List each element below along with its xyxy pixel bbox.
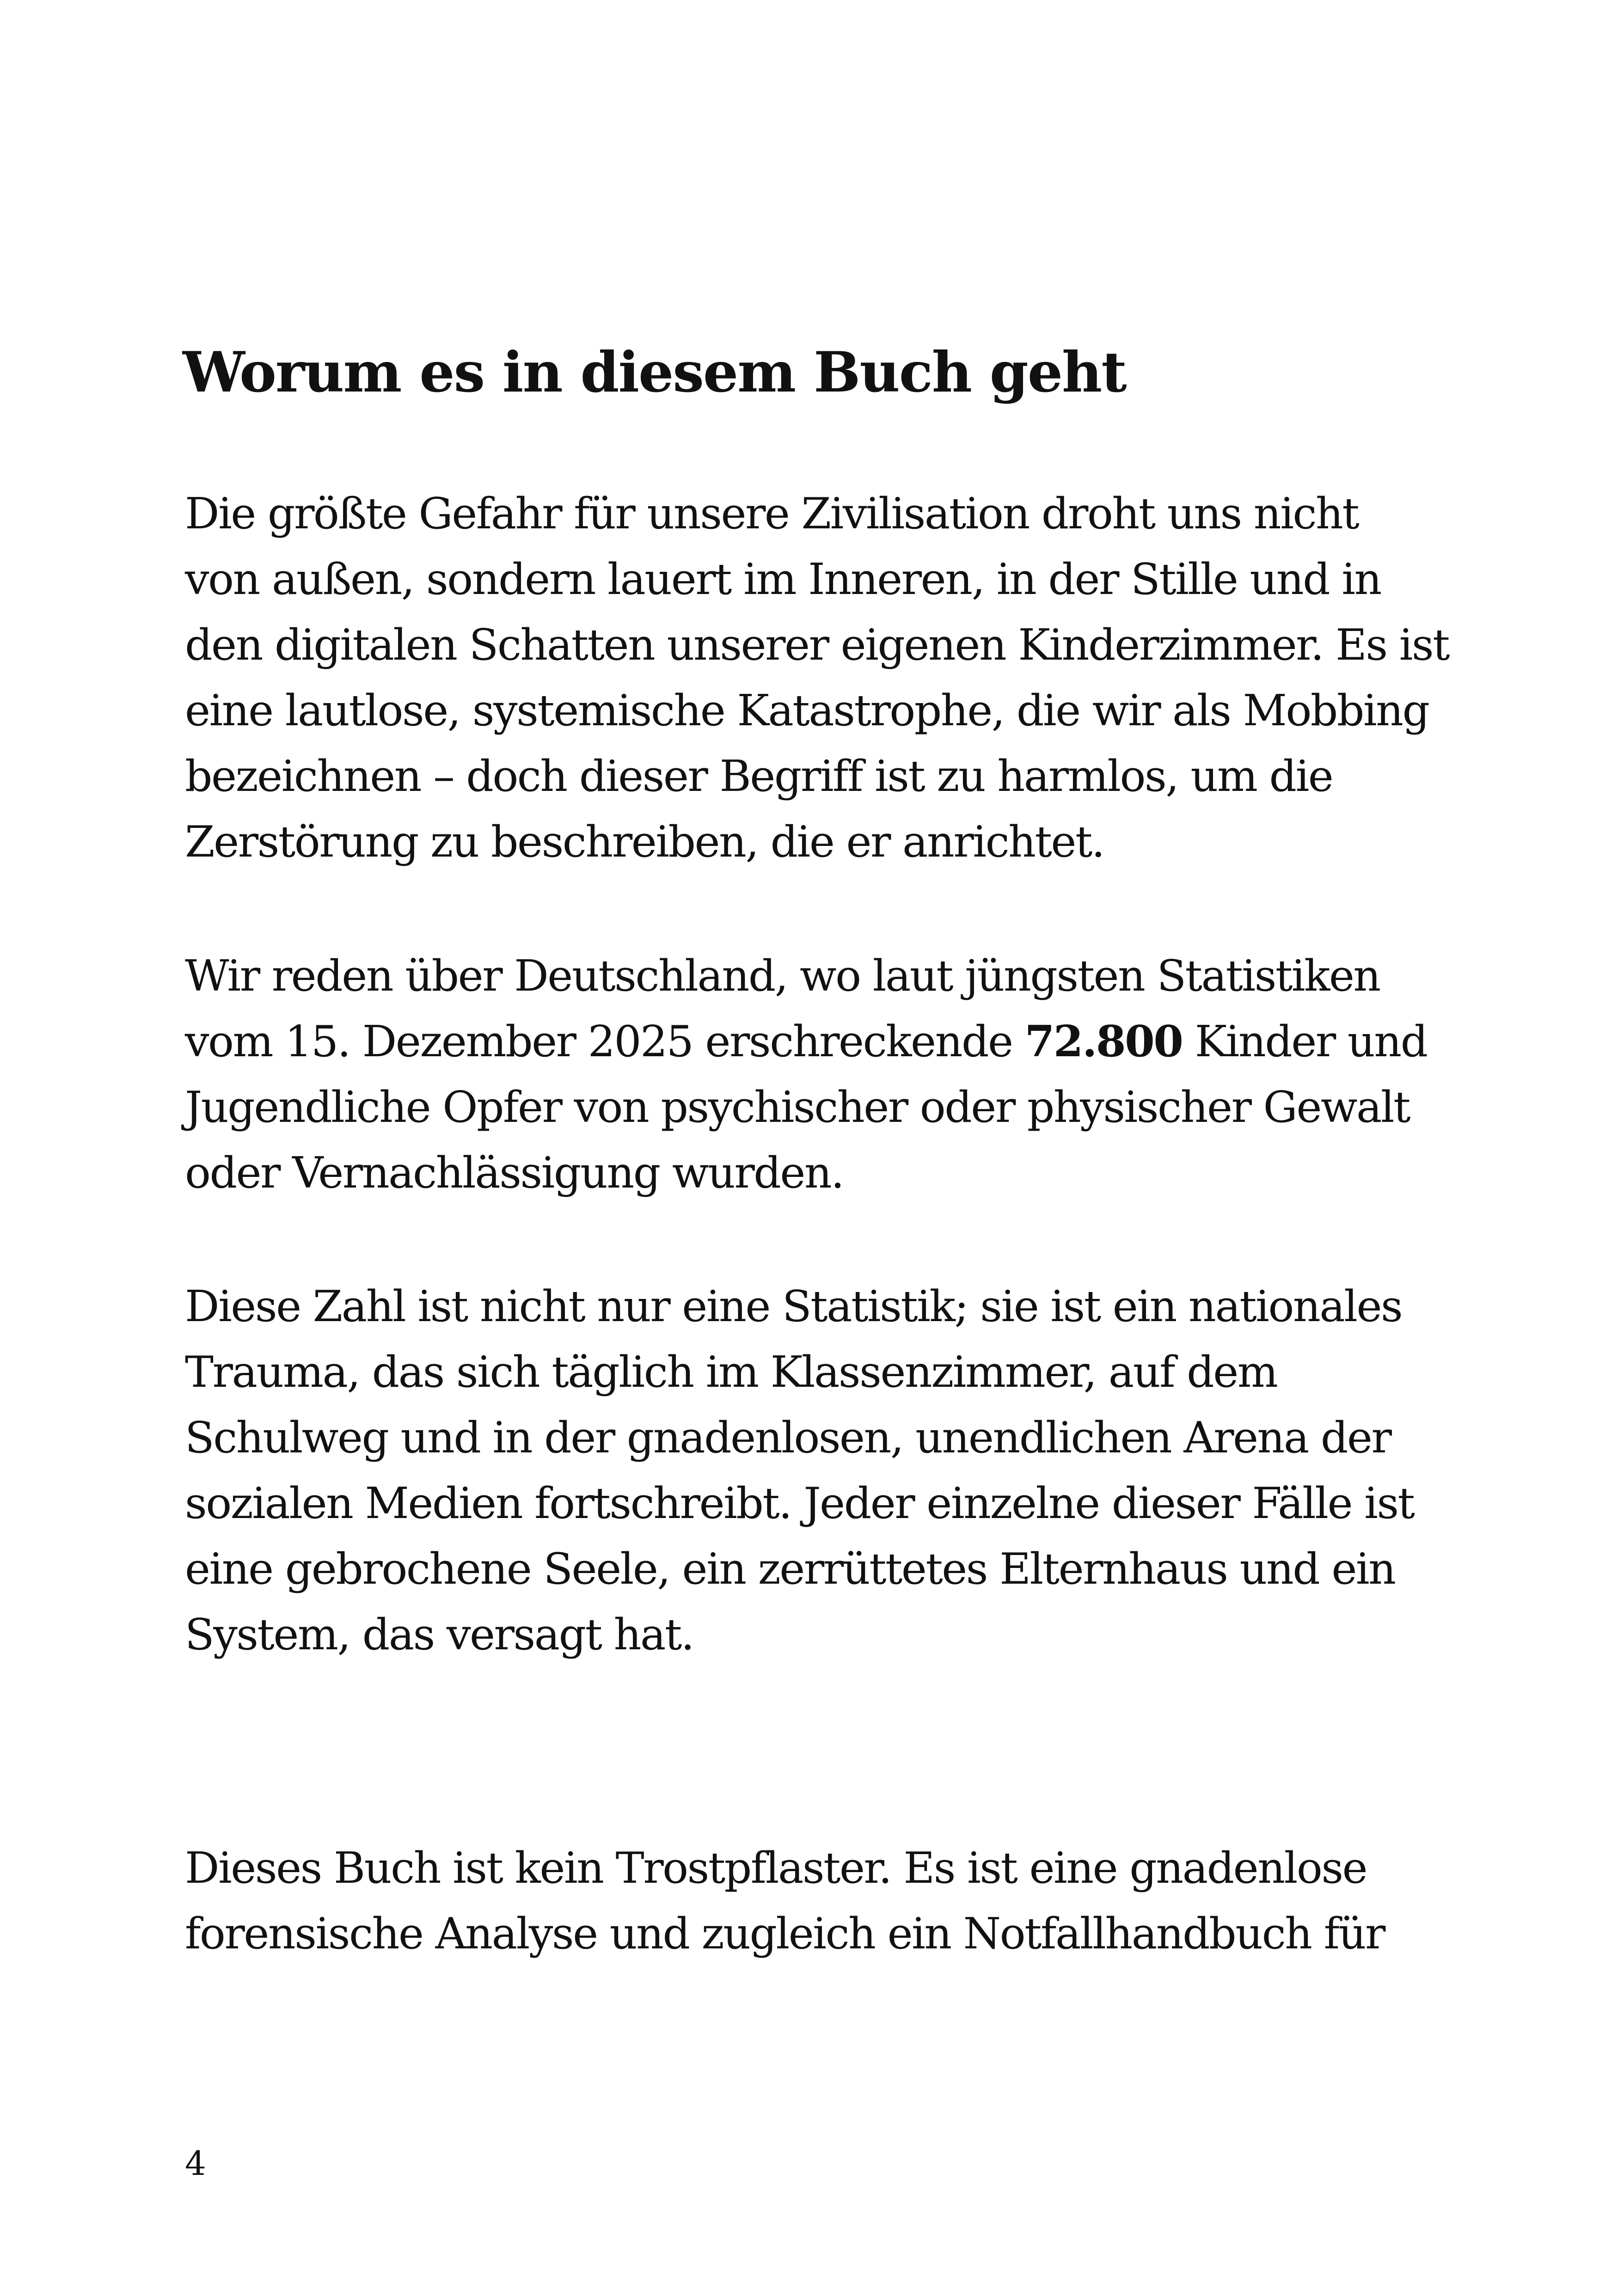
text-line: sozialen Medien fortschreibt. Jeder einzelne dieser Fälle ist bbox=[185, 1478, 1414, 1528]
paragraph-3 bbox=[185, 1274, 1414, 1667]
paragraph-1 bbox=[185, 481, 1449, 875]
text-line: Wir reden über Deutschland, wo laut jüngsten Statistiken bbox=[185, 951, 1380, 1001]
chapter-heading: Worum es in diesem Buch geht bbox=[183, 340, 1126, 405]
victim-count-figure: 72.800 bbox=[1024, 1016, 1183, 1066]
text-line: forensische Analyse und zugleich ein Notfallhandbuch für bbox=[185, 1909, 1385, 1959]
text-line: Zerstörung zu beschreiben, die er anrichtet. bbox=[185, 817, 1104, 867]
paragraph-4 bbox=[185, 1835, 1385, 1966]
text-line: den digitalen Schatten unserer eigenen Kinderzimmer. Es ist bbox=[185, 620, 1449, 670]
text-line: Die größte Gefahr für unsere Zivilisation droht uns nicht bbox=[185, 489, 1359, 539]
text-line: Jugendliche Opfer von psychischer oder physischer Gewalt bbox=[185, 1082, 1410, 1132]
text-line: Schulweg und in der gnadenlosen, unendlichen Arena der bbox=[185, 1413, 1391, 1463]
text-line-with-figure bbox=[185, 1009, 1427, 1074]
page-number: 4 bbox=[185, 2144, 206, 2183]
text-line: eine gebrochene Seele, ein zerrüttetes Elternhaus und ein bbox=[185, 1544, 1395, 1594]
text-segment: Kinder und bbox=[1182, 1016, 1427, 1066]
text-line: bezeichnen – doch dieser Begriff ist zu harmlos, um die bbox=[185, 751, 1333, 801]
text-line: eine lautlose, systemische Katastrophe, die wir als Mobbing bbox=[185, 686, 1429, 735]
text-line: Dieses Buch ist kein Trostpflaster. Es ist eine gnadenlose bbox=[185, 1843, 1367, 1893]
text-line: oder Vernachlässigung wurden. bbox=[185, 1148, 844, 1198]
text-segment: vom 15. Dezember 2025 erschreckende bbox=[185, 1016, 1025, 1066]
text-line: von außen, sondern lauert im Inneren, in der Stille und in bbox=[185, 554, 1381, 604]
paragraph-2 bbox=[185, 943, 1427, 1206]
text-line: System, das versagt hat. bbox=[185, 1610, 693, 1659]
text-line: Trauma, das sich täglich im Klassenzimmer, auf dem bbox=[185, 1347, 1277, 1397]
text-line: Diese Zahl ist nicht nur eine Statistik; sie ist ein nationales bbox=[185, 1281, 1402, 1331]
